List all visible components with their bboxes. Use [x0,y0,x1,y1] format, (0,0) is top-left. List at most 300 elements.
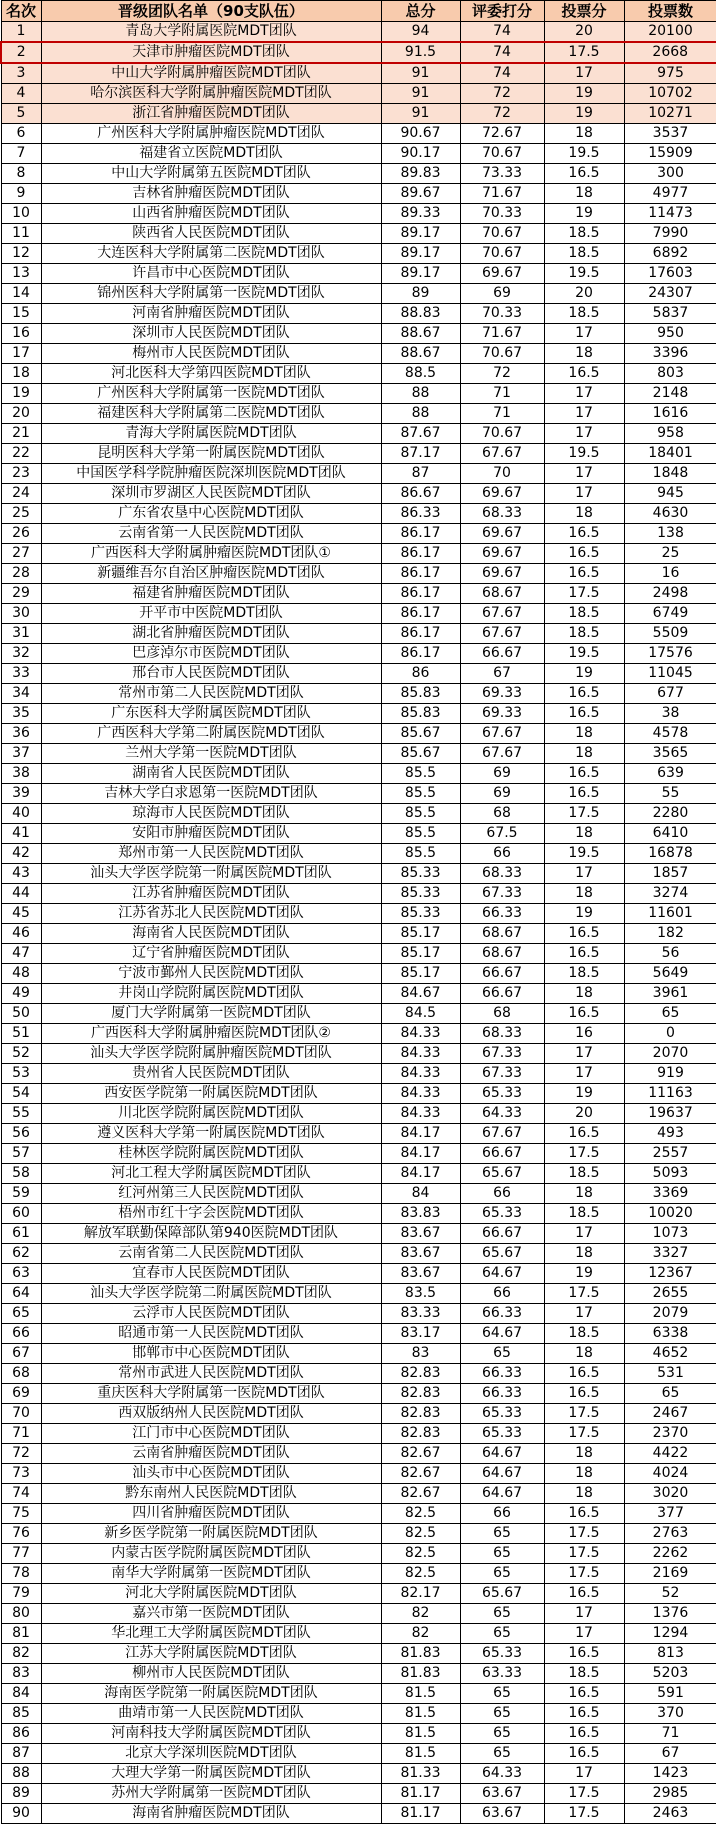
vote-score-cell: 16.5 [544,544,624,564]
vote-count-cell: 52 [624,1584,716,1604]
total-score-cell: 85.83 [381,704,460,724]
team-name-cell: 华北理工大学附属医院MDT团队 [41,1624,381,1644]
judge-score-cell: 72 [460,364,544,384]
vote-score-cell: 20 [544,284,624,304]
vote-count-cell: 677 [624,684,716,704]
table-row [1,104,716,124]
team-name-cell: 广西医科大学第二附属医院MDT团队 [41,724,381,744]
total-score-cell: 88.5 [381,364,460,384]
team-name-cell: 锦州医科大学附属第一医院MDT团队 [41,284,381,304]
judge-score-cell: 70.67 [460,344,544,364]
total-score-cell: 87.67 [381,424,460,444]
table-row [1,504,716,524]
total-score-cell: 84.33 [381,1024,460,1044]
team-name-cell: 海南医学院第一附属医院MDT团队 [41,1684,381,1704]
total-score-cell: 86.67 [381,484,460,504]
rank-cell: 79 [1,1584,41,1604]
total-score-cell: 86.17 [381,584,460,604]
team-name-cell: 吉林大学白求恩第一医院MDT团队 [41,784,381,804]
judge-score-cell: 72 [460,84,544,104]
vote-score-cell: 18 [544,824,624,844]
table-row [1,524,716,544]
table-row [1,1724,716,1744]
judge-score-cell: 65 [460,1524,544,1544]
rank-cell: 6 [1,124,41,144]
total-score-cell: 89.17 [381,244,460,264]
total-score-cell: 88.83 [381,304,460,324]
vote-score-cell: 17.5 [544,1284,624,1304]
table-row [1,1704,716,1724]
table-row [1,624,716,644]
team-name-cell: 大连医科大学附属第二医院MDT团队 [41,244,381,264]
vote-count-cell: 370 [624,1704,716,1724]
rank-cell: 32 [1,644,41,664]
judge-score-cell: 65 [460,1344,544,1364]
vote-count-cell: 2467 [624,1404,716,1424]
rank-cell: 13 [1,264,41,284]
vote-count-cell: 25 [624,544,716,564]
rank-cell: 65 [1,1304,41,1324]
team-name-cell: 新乡医学院第一附属医院MDT团队 [41,1524,381,1544]
table-row [1,964,716,984]
vote-count-cell: 17576 [624,644,716,664]
table-row [1,484,716,504]
team-name-cell: 常州市武进人民医院MDT团队 [41,1364,381,1384]
table-row [1,1544,716,1564]
rank-cell: 51 [1,1024,41,1044]
team-name-cell: 河北大学附属医院MDT团队 [41,1584,381,1604]
vote-count-cell: 11163 [624,1084,716,1104]
vote-score-cell: 17.5 [544,1544,624,1564]
team-name-cell: 川北医学院附属医院MDT团队 [41,1104,381,1124]
judge-score-cell: 67.67 [460,724,544,744]
judge-score-cell: 69.67 [460,484,544,504]
vote-count-cell: 3274 [624,884,716,904]
table-row [1,584,716,604]
rank-cell: 4 [1,84,41,104]
vote-count-cell: 2280 [624,804,716,824]
judge-score-cell: 64.67 [460,1464,544,1484]
vote-score-cell: 18.5 [544,304,624,324]
vote-count-cell: 639 [624,764,716,784]
rank-cell: 31 [1,624,41,644]
total-score-cell: 84.33 [381,1044,460,1064]
total-score-cell: 82.83 [381,1364,460,1384]
table-row [1,1264,716,1284]
total-score-cell: 85.67 [381,744,460,764]
team-name-cell: 江苏省肿瘤医院MDT团队 [41,884,381,904]
table-row [1,244,716,264]
vote-count-cell: 5509 [624,624,716,644]
vote-score-cell: 17 [544,1064,624,1084]
total-score-cell: 86.17 [381,624,460,644]
judge-score-cell: 64.33 [460,1764,544,1784]
team-name-cell: 汕头大学医学院附属肿瘤医院MDT团队 [41,1044,381,1064]
table-row [1,264,716,284]
vote-score-cell: 17 [544,1044,624,1064]
table-row [1,544,716,564]
total-score-cell: 85.33 [381,904,460,924]
judge-score-cell: 67.33 [460,884,544,904]
rank-cell: 17 [1,344,41,364]
judge-score-cell: 69.67 [460,264,544,284]
team-name-cell: 曲靖市第一人民医院MDT团队 [41,1704,381,1724]
vote-score-cell: 18.5 [544,964,624,984]
rank-cell: 24 [1,484,41,504]
rank-cell: 80 [1,1604,41,1624]
judge-score-cell: 68.67 [460,584,544,604]
vote-score-cell: 17 [544,1224,624,1244]
rank-cell: 64 [1,1284,41,1304]
vote-score-cell: 16.5 [544,1504,624,1524]
judge-score-cell: 65 [460,1624,544,1644]
judge-score-cell: 65.33 [460,1644,544,1664]
rank-cell: 59 [1,1184,41,1204]
rank-cell: 21 [1,424,41,444]
table-row [1,1104,716,1124]
table-row [1,1024,716,1044]
vote-score-cell: 18 [544,884,624,904]
total-score-cell: 82.5 [381,1544,460,1564]
judge-score-cell: 64.67 [460,1444,544,1464]
total-score-cell: 89.33 [381,204,460,224]
judge-score-cell: 66.67 [460,644,544,664]
rank-cell: 10 [1,204,41,224]
team-name-cell: 南华大学附属第一医院MDT团队 [41,1564,381,1584]
team-name-cell: 宁波市鄞州人民医院MDT团队 [41,964,381,984]
total-score-cell: 82.17 [381,1584,460,1604]
table-row [1,1424,716,1444]
judge-score-cell: 74 [460,22,544,43]
judge-score-cell: 65.33 [460,1424,544,1444]
vote-score-cell: 16.5 [544,1684,624,1704]
vote-score-cell: 17 [544,1624,624,1644]
table-row [1,1304,716,1324]
rank-cell: 23 [1,464,41,484]
total-score-cell: 81.5 [381,1704,460,1724]
total-score-cell: 82.83 [381,1424,460,1444]
vote-count-cell: 56 [624,944,716,964]
rank-cell: 9 [1,184,41,204]
vote-score-cell: 17.5 [544,42,624,63]
table-row [1,984,716,1004]
vote-count-cell: 2498 [624,584,716,604]
team-name-cell: 广东医科大学附属医院MDT团队 [41,704,381,724]
total-score-cell: 82.5 [381,1504,460,1524]
vote-count-cell: 2370 [624,1424,716,1444]
judge-score-cell: 66.33 [460,1364,544,1384]
table-row [1,824,716,844]
vote-count-cell: 10702 [624,84,716,104]
table-row [1,444,716,464]
judge-score-cell: 69 [460,784,544,804]
total-score-cell: 81.5 [381,1744,460,1764]
team-name-cell: 云南省第一人民医院MDT团队 [41,524,381,544]
rank-cell: 68 [1,1364,41,1384]
judge-score-cell: 73.33 [460,164,544,184]
team-name-cell: 解放军联勤保障部队第940医院MDT团队 [41,1224,381,1244]
vote-count-cell: 5203 [624,1664,716,1684]
judge-score-cell: 64.67 [460,1484,544,1504]
table-row [1,904,716,924]
vote-score-cell: 17 [544,1604,624,1624]
rank-cell: 15 [1,304,41,324]
rank-cell: 56 [1,1124,41,1144]
table-row [1,1484,716,1504]
vote-score-cell: 16.5 [544,1584,624,1604]
rank-cell: 74 [1,1484,41,1504]
total-score-cell: 85.33 [381,884,460,904]
vote-score-cell: 16.5 [544,1724,624,1744]
vote-score-cell: 19.5 [544,264,624,284]
vote-score-cell: 18 [544,1244,624,1264]
vote-score-cell: 16.5 [544,764,624,784]
table-row [1,1444,716,1464]
table-row [1,1584,716,1604]
rank-cell: 33 [1,664,41,684]
vote-count-cell: 950 [624,324,716,344]
total-score-cell: 88 [381,404,460,424]
rank-cell: 29 [1,584,41,604]
vote-count-cell: 18401 [624,444,716,464]
vote-count-cell: 3020 [624,1484,716,1504]
team-name-cell: 云南省第二人民医院MDT团队 [41,1244,381,1264]
team-name-cell: 江门市中心医院MDT团队 [41,1424,381,1444]
total-score-cell: 86.17 [381,604,460,624]
team-name-cell: 西安医学院第一附属医院MDT团队 [41,1084,381,1104]
vote-count-cell: 67 [624,1744,716,1764]
judge-score-cell: 66.33 [460,1304,544,1324]
vote-score-cell: 16.5 [544,1384,624,1404]
judge-score-cell: 70 [460,464,544,484]
team-name-cell: 深圳市罗湖区人民医院MDT团队 [41,484,381,504]
vote-score-cell: 17 [544,864,624,884]
team-name-cell: 西双版纳州人民医院MDT团队 [41,1404,381,1424]
vote-count-cell: 5093 [624,1164,716,1184]
vote-count-cell: 2668 [624,42,716,63]
vote-count-cell: 919 [624,1064,716,1084]
rank-cell: 67 [1,1344,41,1364]
total-score-cell: 89.17 [381,264,460,284]
table-row [1,1224,716,1244]
rank-cell: 58 [1,1164,41,1184]
total-score-cell: 81.83 [381,1664,460,1684]
rank-cell: 20 [1,404,41,424]
vote-score-cell: 20 [544,1104,624,1124]
table-row [1,63,716,84]
total-score-cell: 88 [381,384,460,404]
judge-score-cell: 67.67 [460,1124,544,1144]
table-row [1,1524,716,1544]
judge-score-cell: 70.67 [460,224,544,244]
vote-score-cell: 17 [544,63,624,84]
judge-score-cell: 68.33 [460,1024,544,1044]
rank-cell: 85 [1,1704,41,1724]
rank-cell: 49 [1,984,41,1004]
total-score-cell: 81.5 [381,1684,460,1704]
table-row [1,1004,716,1024]
rank-cell: 42 [1,844,41,864]
vote-count-cell: 2985 [624,1784,716,1804]
judge-score-cell: 65.67 [460,1244,544,1264]
total-score-cell: 82.5 [381,1564,460,1584]
rank-cell: 7 [1,144,41,164]
total-score-cell: 82.83 [381,1404,460,1424]
table-row [1,1344,716,1364]
total-score-cell: 85.5 [381,844,460,864]
team-name-cell: 梧州市红十字会医院MDT团队 [41,1204,381,1224]
table-row [1,1764,716,1784]
judge-score-cell: 63.67 [460,1804,544,1824]
team-name-cell: 柳州市人民医院MDT团队 [41,1664,381,1684]
judge-score-cell: 65.67 [460,1584,544,1604]
vote-count-cell: 975 [624,63,716,84]
vote-score-cell: 16.5 [544,1124,624,1144]
vote-count-cell: 4977 [624,184,716,204]
table-row [1,1664,716,1684]
table-row [1,1144,716,1164]
team-name-cell: 许昌市中心医院MDT团队 [41,264,381,284]
rank-cell: 14 [1,284,41,304]
team-name-cell: 梅州市人民医院MDT团队 [41,344,381,364]
vote-score-cell: 19 [544,664,624,684]
vote-count-cell: 813 [624,1644,716,1664]
rank-cell: 90 [1,1804,41,1824]
judge-score-cell: 68.33 [460,504,544,524]
rank-cell: 45 [1,904,41,924]
rank-cell: 26 [1,524,41,544]
table-row [1,884,716,904]
rank-cell: 30 [1,604,41,624]
vote-score-cell: 17.5 [544,1404,624,1424]
vote-score-cell: 16 [544,1024,624,1044]
vote-count-cell: 6338 [624,1324,716,1344]
total-score-cell: 89.17 [381,224,460,244]
rank-cell: 48 [1,964,41,984]
total-score-cell: 82.83 [381,1384,460,1404]
table-row [1,404,716,424]
vote-score-cell: 16.5 [544,164,624,184]
rank-cell: 63 [1,1264,41,1284]
vote-count-cell: 945 [624,484,716,504]
vote-score-cell: 19 [544,204,624,224]
vote-count-cell: 16878 [624,844,716,864]
total-score-cell: 83.67 [381,1264,460,1284]
total-score-cell: 83 [381,1344,460,1364]
total-score-cell: 84.33 [381,1064,460,1084]
vote-count-cell: 0 [624,1024,716,1044]
total-score-cell: 83.17 [381,1324,460,1344]
team-name-cell: 中国医学科学院肿瘤医院深圳医院MDT团队 [41,464,381,484]
team-name-cell: 云南省肿瘤医院MDT团队 [41,1444,381,1464]
rank-cell: 11 [1,224,41,244]
total-score-cell: 82.67 [381,1444,460,1464]
rank-cell: 78 [1,1564,41,1584]
team-name-cell: 河南省肿瘤医院MDT团队 [41,304,381,324]
rank-cell: 88 [1,1764,41,1784]
vote-count-cell: 531 [624,1364,716,1384]
team-name-cell: 厦门大学附属第一医院MDT团队 [41,1004,381,1024]
team-name-cell: 广州医科大学附属第一医院MDT团队 [41,384,381,404]
table-row [1,1124,716,1144]
team-name-cell: 井岗山学院附属医院MDT团队 [41,984,381,1004]
vote-score-cell: 16.5 [544,1004,624,1024]
total-score-cell: 84 [381,1184,460,1204]
vote-count-cell: 55 [624,784,716,804]
team-name-cell: 汕头大学医学院第二附属医院MDT团队 [41,1284,381,1304]
judge-score-cell: 65 [460,1604,544,1624]
total-score-cell: 85.5 [381,764,460,784]
table-row [1,364,716,384]
vote-count-cell: 10020 [624,1204,716,1224]
table-row [1,324,716,344]
team-name-cell: 青岛大学附属医院MDT团队 [41,22,381,43]
vote-count-cell: 3396 [624,344,716,364]
vote-score-cell: 18.5 [544,624,624,644]
vote-count-cell: 12367 [624,1264,716,1284]
judge-score-cell: 66.67 [460,964,544,984]
vote-score-cell: 16.5 [544,944,624,964]
total-score-cell: 82 [381,1624,460,1644]
team-name-cell: 贵州省人民医院MDT团队 [41,1064,381,1084]
table-row [1,704,716,724]
table-row [1,1684,716,1704]
table-row [1,1624,716,1644]
team-name-cell: 苏州大学附属第一医院MDT团队 [41,1784,381,1804]
table-row [1,304,716,324]
vote-score-cell: 17 [544,424,624,444]
rank-cell: 25 [1,504,41,524]
table-row [1,1164,716,1184]
rank-cell: 52 [1,1044,41,1064]
rank-cell: 47 [1,944,41,964]
total-score-cell: 86.17 [381,544,460,564]
vote-count-cell: 5837 [624,304,716,324]
total-score-cell: 85.33 [381,864,460,884]
vote-score-cell: 16.5 [544,684,624,704]
rank-cell: 44 [1,884,41,904]
team-name-cell: 嘉兴市第一医院MDT团队 [41,1604,381,1624]
header-rank: 名次 [1,1,41,22]
vote-score-cell: 19.5 [544,844,624,864]
vote-count-cell: 2557 [624,1144,716,1164]
total-score-cell: 85.5 [381,824,460,844]
header-vote-score: 投票分 [544,1,624,22]
team-name-cell: 陕西省人民医院MDT团队 [41,224,381,244]
vote-score-cell: 17.5 [544,584,624,604]
vote-count-cell: 1616 [624,404,716,424]
vote-count-cell: 591 [624,1684,716,1704]
team-name-cell: 海南省肿瘤医院MDT团队 [41,1804,381,1824]
judge-score-cell: 70.67 [460,424,544,444]
team-name-cell: 海南省人民医院MDT团队 [41,924,381,944]
vote-count-cell: 6749 [624,604,716,624]
judge-score-cell: 68.67 [460,944,544,964]
vote-count-cell: 3537 [624,124,716,144]
table-body [1,22,716,1824]
header-team: 晋级团队名单（90支队伍） [41,1,381,22]
table-row [1,144,716,164]
judge-score-cell: 65 [460,1704,544,1724]
team-name-cell: 兰州大学第一医院MDT团队 [41,744,381,764]
team-name-cell: 广东省农垦中心医院MDT团队 [41,504,381,524]
total-score-cell: 82.5 [381,1524,460,1544]
team-name-cell: 广西医科大学附属肿瘤医院MDT团队① [41,544,381,564]
vote-count-cell: 958 [624,424,716,444]
judge-score-cell: 69 [460,284,544,304]
vote-score-cell: 19.5 [544,644,624,664]
table-row [1,224,716,244]
